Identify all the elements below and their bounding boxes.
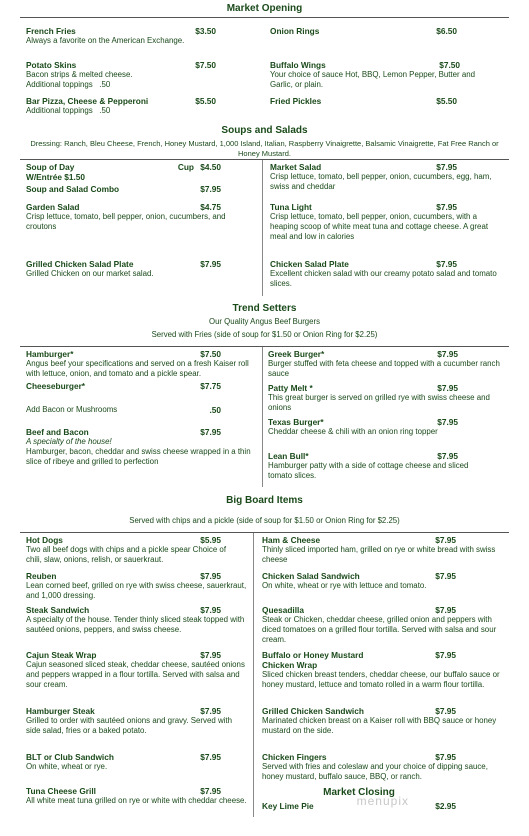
menu-item-chicken-fingers: Chicken Fingers $7.95 Served with fries and coleslaw and your choice of dipping sauce, honey mustard, buffalo sauce, BBQ, or ranch. xyxy=(262,752,488,781)
menu-item-buffalo-chicken-wrap: Buffalo or Honey Mustard $7.95 Chicken Wrap Sliced chicken breast tenders, cheddar cheese, our buffalo sauce or honey mustard, lettuce and tomato rolled in a warm flour tortilla. xyxy=(262,650,500,689)
menu-item-chicken-salad-plate: Chicken Salad Plate $7.95 Excellent chicken salad with our creamy potato salad and tomato slices. xyxy=(270,259,497,288)
menu-item-market-salad: Market Salad $7.95 Crisp lettuce, tomato, bell pepper, onion, cucumbers, egg, ham, swiss and cheddar xyxy=(270,162,492,191)
section-title-soups-salads: Soups and Salads xyxy=(221,125,308,136)
section-title-market-opening: Market Opening xyxy=(226,3,303,14)
section-title-trend-setters: Trend Setters xyxy=(232,303,297,314)
column-divider xyxy=(262,347,263,487)
dressing-note: Dressing: Ranch, Bleu Cheese, French, Honey Mustard, 1,000 Island, Italian, Raspberry Vinaigrette, Balsamic Vinaigrette, Fat Free Ranch or Honey Mustard. xyxy=(30,139,499,158)
menu-item-hamburger-steak: Hamburger Steak $7.95 Grilled to order with sautéed onions and gravy. Served with side salad, fries or a baked potato. xyxy=(26,706,232,735)
menu-item-cajun-steak-wrap: Cajun Steak Wrap $7.95 Cajun seasoned sliced steak, cheddar cheese, sautéed onions and peppers wrapped in a flour tortilla. Served with salsa and sour cream. xyxy=(26,650,245,689)
section-title-big-board: Big Board Items xyxy=(226,495,303,506)
menu-item-bar-pizza: Bar Pizza, Cheese & Pepperoni $5.50 Additional toppings .50 xyxy=(26,96,216,115)
divider xyxy=(20,17,509,18)
watermark: menupix xyxy=(356,794,409,808)
menu-item-cheeseburger: Cheeseburger* $7.75 xyxy=(26,381,221,391)
menu-item-lean-bull: Lean Bull* $7.95 Hamburger patty with a side of cottage cheese and sliced tomato slices. xyxy=(268,451,469,480)
menu-item-french-fries: French Fries $3.50 Always a favorite on the American Exchange. xyxy=(26,26,216,45)
menu-item-reuben: Reuben $7.95 Lean corned beef, grilled on rye with swiss cheese, sauerkraut, and 1,000 dressing. xyxy=(26,571,247,600)
menu-item-chicken-salad-sandwich: Chicken Salad Sandwich $7.95 On white, wheat or rye with lettuce and tomato. xyxy=(262,571,456,590)
menu-item-add-bacon: Add Bacon or Mushrooms .50 xyxy=(26,405,221,415)
trend-setters-served-with: Served with Fries (side of soup for $1.50 or Onion Ring for $2.25) xyxy=(151,330,378,339)
divider xyxy=(20,532,509,533)
menu-item-steak-sandwich: Steak Sandwich $7.95 A specialty of the house. Tender thinly sliced steak topped with sautéed onions, peppers, and swiss cheese. xyxy=(26,605,245,634)
menu-item-greek-burger: Greek Burger* $7.95 Burger stuffed with feta cheese and topped with a cucumber ranch sauce xyxy=(268,349,500,378)
menu-item-tuna-cheese-grill: Tuna Cheese Grill $7.95 All white meat tuna grilled on rye or white with cheddar cheese. xyxy=(26,786,247,805)
menu-item-ham-cheese: Ham & Cheese $7.95 Thinly sliced imported ham, grilled on rye or white bread with swiss cheese xyxy=(262,535,496,564)
menu-item-hamburger: Hamburger* $7.50 Angus beef your specifications and served on a fresh Kaiser roll with lettuce, onion, and tomato and a pickle spear. xyxy=(26,349,249,378)
menu-item-fried-pickles: Fried Pickles $5.50 xyxy=(270,96,457,106)
menu-item-grilled-chicken-salad: Grilled Chicken Salad Plate $7.95 Grilled Chicken on our market salad. xyxy=(26,259,221,278)
menu-item-garden-salad: Garden Salad $4.75 Crisp lettuce, tomato, bell pepper, onion, cucumbers, and croutons xyxy=(26,202,226,231)
menu-item-tuna-light: Tuna Light $7.95 Crisp lettuce, tomato, bell pepper, onion, cucumbers, with a heaping scoop of white meat tuna and cottage cheese. A great meal and low in calories xyxy=(270,202,489,241)
menu-item-buffalo-wings: Buffalo Wings $7.50 Your choice of sauce Hot, BBQ, Lemon Pepper, Butter and Garlic, or plain. xyxy=(270,60,475,89)
divider xyxy=(20,346,509,347)
section-title-market-closing: Market Closing xyxy=(323,787,395,798)
divider xyxy=(20,159,509,160)
menu-item-texas-burger: Texas Burger* $7.95 Cheddar cheese & chili with an onion ring topper xyxy=(268,417,458,436)
menu-item-blt-club: BLT or Club Sandwich $7.95 On white, wheat or rye. xyxy=(26,752,221,771)
menu-item-soup-of-day: Soup of Day Cup $4.50 W/Entrée $1.50 xyxy=(26,162,221,182)
menu-item-patty-melt: Patty Melt * $7.95 This great burger is served on grilled rye with swiss cheese and onions xyxy=(268,383,490,412)
menu-item-beef-and-bacon: Beef and Bacon $7.95 A specialty of the house! Hamburger, bacon, cheddar and swiss cheese wrapped in a thin slice of ribeye and grilled to perfection xyxy=(26,427,251,466)
menu-item-onion-rings: Onion Rings $6.50 xyxy=(270,26,457,36)
big-board-served-with: Served with chips and a pickle (side of soup for $1.50 or Onion Ring for $2.25) xyxy=(129,516,400,525)
column-divider xyxy=(253,533,254,817)
trend-setters-subtitle: Our Quality Angus Beef Burgers xyxy=(209,317,320,326)
menu-item-potato-skins: Potato Skins $7.50 Bacon strips & melted cheese. Additional toppings .50 xyxy=(26,60,216,89)
menu-item-key-lime-pie: Key Lime Pie $2.95 xyxy=(262,801,456,811)
menu-item-quesadilla: Quesadilla $7.95 Steak or Chicken, cheddar cheese, grilled onion and peppers with diced tomatoes on a grilled flour tortilla. Served with salsa and sour cream. xyxy=(262,605,497,644)
menu-item-soup-salad-combo: Soup and Salad Combo $7.95 xyxy=(26,184,221,194)
menu-item-grilled-chicken-sandwich: Grilled Chicken Sandwich $7.95 Marinated chicken breast on a Kaiser roll with BBQ sauce or honey mustard on the side. xyxy=(262,706,497,735)
menu-item-hot-dogs: Hot Dogs $5.95 Two all beef dogs with chips and a pickle spear Choice of chili, slaw, onions, relish, or sauerkraut. xyxy=(26,535,227,564)
column-divider xyxy=(262,160,263,296)
